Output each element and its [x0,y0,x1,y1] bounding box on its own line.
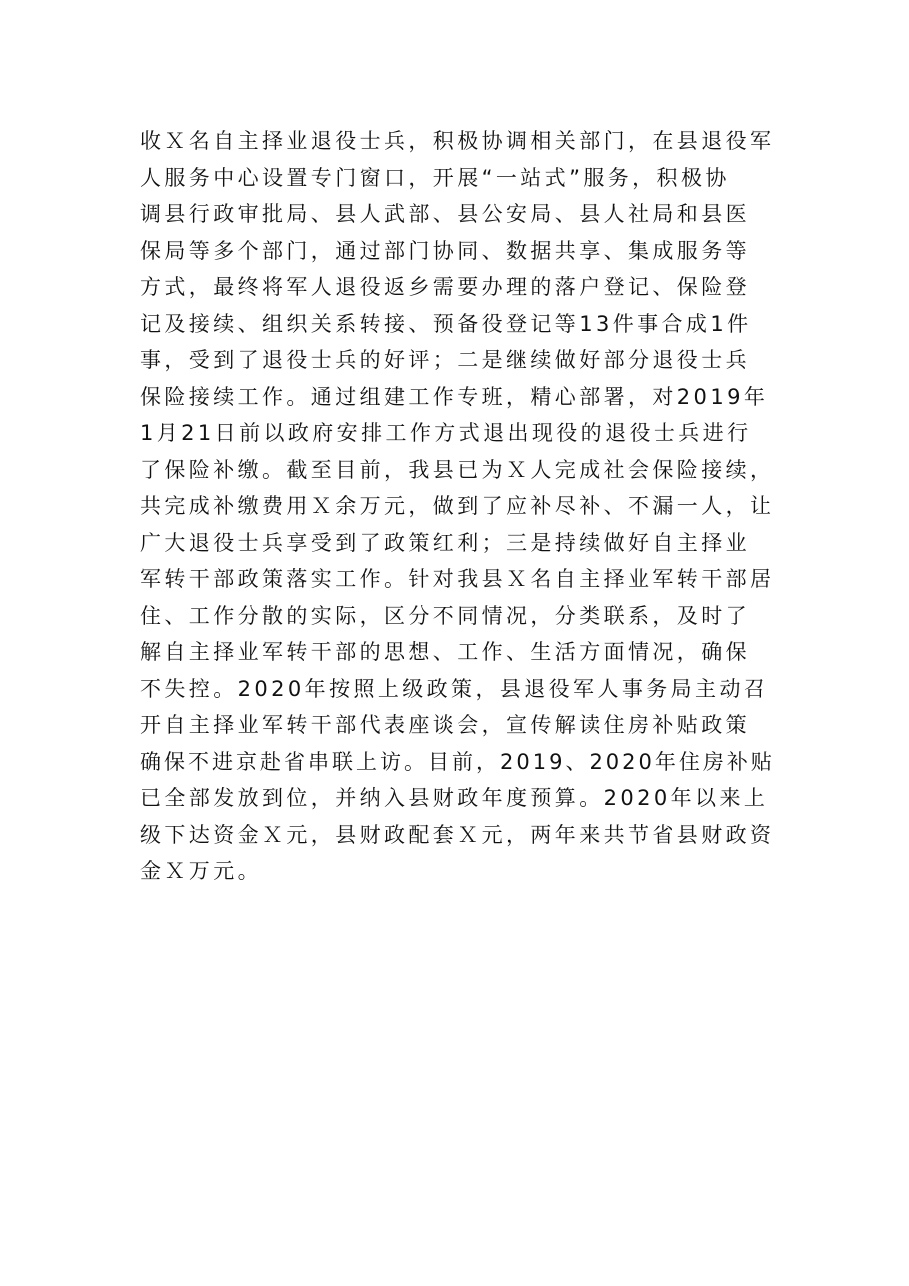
paragraph-line: 1月21日前以政府安排工作方式退出现役的退役士兵进行 [140,421,752,445]
paragraph-line: 住、工作分散的实际，区分不同情况，分类联系，及时了 [140,603,750,628]
paragraph-line: 人服务中心设置专门窗口，开展“一站式”服务，积极协 [140,165,730,190]
paragraph-line: 保局等多个部门，通过部门协同、数据共享、集成服务等 [140,238,750,263]
paragraph-line: 收Ｘ名自主择业退役士兵，积极协调相关部门，在县退役军 [140,129,775,153]
paragraph-line: 金Ｘ万元。 [140,859,262,883]
paragraph-line: 军转干部政策落实工作。针对我县Ｘ名自主择业军转干部居 [140,567,775,591]
paragraph-line: 不失控。2020年按照上级政策，县退役军人事务局主动召 [140,676,769,701]
paragraph-line: 开自主择业军转干部代表座谈会，宣传解读住房补贴政策 [140,713,750,737]
paragraph-line: 已全部发放到位，并纳入县财政年度预算。2020年以来上 [140,786,769,810]
paragraph-line: 广大退役士兵享受到了政策红利；三是持续做好自主择业 [140,530,750,555]
paragraph-line: 方式，最终将军人退役返乡需要办理的落户登记、保险登 [140,275,750,299]
paragraph-line: 共完成补缴费用Ｘ余万元，做到了应补尽补、不漏一人，让 [140,494,775,518]
paragraph-line: 解自主择业军转干部的思想、工作、生活方面情况，确保 [140,640,750,664]
body-paragraph [140,123,780,890]
paragraph-line: 事，受到了退役士兵的好评；二是继续做好部分退役士兵 [140,348,750,372]
paragraph-line: 级下达资金Ｘ元，县财政配套Ｘ元，两年来共节省县财政资 [140,822,775,847]
paragraph-line: 保险接续工作。通过组建工作专班，精心部署，对2019年 [140,384,769,409]
paragraph-line: 确保不进京赴省串联上访。目前，2019、2020年住房补贴 [140,749,775,774]
paragraph-line: 记及接续、组织关系转接、预备役登记等13件事合成1件 [140,311,752,336]
paragraph-line: 了保险补缴。截至目前，我县已为Ｘ人完成社会保险接续， [140,457,775,482]
paragraph-line: 调县行政审批局、县人武部、县公安局、县人社局和县医 [140,202,750,226]
